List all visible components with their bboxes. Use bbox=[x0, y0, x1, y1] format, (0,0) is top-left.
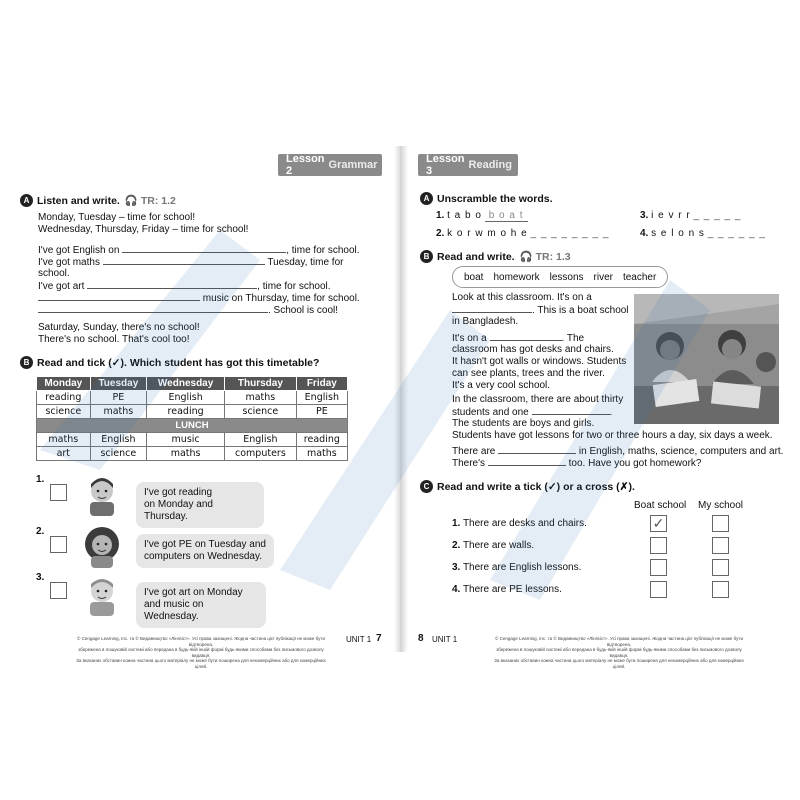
answer-blank[interactable] bbox=[452, 304, 532, 313]
reading-text: in English, maths, science, computers and art. bbox=[578, 446, 784, 457]
headphones-icon: 🎧 bbox=[519, 251, 533, 263]
subject-cell: music bbox=[147, 433, 225, 447]
subject-cell: English bbox=[296, 391, 347, 405]
day-header: Thursday bbox=[225, 377, 297, 391]
day-header: Friday bbox=[296, 377, 347, 391]
row-number: 2. bbox=[452, 540, 461, 551]
scrambled-letters: i e v r r bbox=[651, 210, 691, 221]
section-c-title bbox=[420, 480, 635, 493]
lesson-name: Grammar bbox=[328, 159, 378, 171]
subject-cell: English bbox=[90, 433, 146, 447]
section-b-title bbox=[420, 250, 571, 263]
unit-label: UNIT 1 bbox=[346, 635, 372, 644]
subject-cell: science bbox=[90, 447, 146, 461]
scrambled-letters: s e l o n s bbox=[651, 228, 705, 239]
answer-blank[interactable] bbox=[122, 244, 286, 253]
unscramble-item-1 bbox=[436, 210, 528, 222]
answer-blank[interactable] bbox=[87, 280, 257, 289]
speech-bubble bbox=[136, 582, 266, 628]
section-badge: C bbox=[420, 480, 433, 493]
reading-line: It hasn't got walls or windows. Students bbox=[452, 356, 627, 367]
statement-row bbox=[452, 562, 581, 573]
day-header: Wednesday bbox=[147, 377, 225, 391]
tick-box-student-3[interactable] bbox=[50, 582, 67, 599]
reading-line: in Bangladesh. bbox=[452, 316, 519, 327]
fill-text: Tuesday, time for bbox=[267, 257, 344, 268]
item-number: 3. bbox=[640, 210, 649, 221]
subject-cell: English bbox=[147, 391, 225, 405]
reading-line: students and one . bbox=[452, 407, 613, 418]
unscramble-item-3 bbox=[640, 210, 741, 222]
speech-line: I've got reading bbox=[144, 487, 213, 498]
boy-avatar-icon bbox=[82, 472, 122, 516]
statement-text: There are desks and chairs. bbox=[462, 518, 587, 529]
statement-text: There are PE lessons. bbox=[462, 584, 562, 595]
answer-blanks[interactable]: _ _ _ _ _ _ bbox=[707, 228, 766, 239]
speech-line: computers on Wednesday. bbox=[144, 551, 263, 562]
unit-label: UNIT 1 bbox=[432, 635, 458, 644]
subject-cell: maths bbox=[225, 391, 297, 405]
reading-text: There's bbox=[452, 458, 486, 469]
reading-text: too. Have you got homework? bbox=[568, 458, 702, 469]
lesson-number: Lesson 2 bbox=[286, 153, 325, 177]
section-b-title bbox=[20, 356, 319, 369]
boat-school-check-1[interactable]: ✓ bbox=[650, 515, 667, 532]
word-bank-item: river bbox=[593, 271, 613, 283]
speech-line: and music on Wednesday. bbox=[144, 599, 204, 622]
subject-cell: maths bbox=[296, 447, 347, 461]
lunch-cell: LUNCH bbox=[37, 419, 348, 433]
lesson-tab-right bbox=[418, 154, 518, 176]
my-school-check-1[interactable] bbox=[712, 515, 729, 532]
speech-line: I've got art on Monday bbox=[144, 587, 243, 598]
subject-cell: science bbox=[225, 405, 297, 419]
fill-text: I've got maths bbox=[38, 257, 100, 268]
reading-line bbox=[452, 457, 701, 470]
reading-text: There are bbox=[452, 446, 496, 457]
speech-line: I've got PE on Tuesday and bbox=[144, 539, 266, 550]
fill-line-2 bbox=[38, 256, 343, 269]
subject-cell: reading bbox=[296, 433, 347, 447]
instruction-text: Listen and write. bbox=[37, 194, 120, 207]
subject-cell: PE bbox=[90, 391, 146, 405]
speech-bubble bbox=[136, 534, 274, 568]
headphones-icon: 🎧 bbox=[124, 195, 138, 207]
classroom-photo bbox=[634, 294, 779, 424]
scrambled-letters: k o r w m o h e bbox=[447, 228, 528, 239]
track-label: TR: 1.2 bbox=[140, 195, 176, 207]
table-row bbox=[37, 433, 348, 447]
boy-avatar-icon bbox=[82, 572, 122, 616]
fill-text: . School is cool! bbox=[268, 305, 339, 316]
my-school-check-2[interactable] bbox=[712, 537, 729, 554]
song-line-2: Wednesday, Thursday, Friday – time for school! bbox=[38, 224, 249, 235]
lesson-name: Reading bbox=[468, 159, 512, 171]
copyright-note bbox=[494, 636, 744, 669]
tick-box-student-2[interactable] bbox=[50, 536, 67, 553]
fill-text: I've got art bbox=[38, 281, 85, 292]
section-badge: A bbox=[420, 192, 433, 205]
statement-row bbox=[452, 584, 562, 595]
statement-text: There are English lessons. bbox=[462, 562, 582, 573]
timetable bbox=[36, 376, 348, 461]
section-a-title bbox=[420, 192, 553, 205]
instruction-text: Unscramble the words. bbox=[437, 192, 553, 205]
reading-text: . The bbox=[561, 333, 585, 344]
audio-track bbox=[125, 194, 176, 207]
subject-cell: maths bbox=[147, 447, 225, 461]
tick-box-student-1[interactable] bbox=[50, 484, 67, 501]
word-bank-item: lessons bbox=[549, 271, 584, 283]
student-number: 2. bbox=[36, 526, 45, 537]
book-gutter bbox=[394, 146, 408, 652]
page-number: 8 bbox=[418, 633, 424, 644]
item-number: 4. bbox=[640, 228, 649, 239]
reading-line: It's a very cool school. bbox=[452, 380, 551, 391]
song-line-1: Monday, Tuesday – time for school! bbox=[38, 212, 196, 223]
boat-school-check-4[interactable] bbox=[650, 581, 667, 598]
answer-blank[interactable] bbox=[532, 406, 610, 415]
subject-cell: English bbox=[225, 433, 297, 447]
word-bank-item: boat bbox=[464, 271, 484, 283]
copyright-line: збережена в пошуковій системі або передана в будь-якій іншій формі будь-якими способами без письмового дозволу видавця. bbox=[496, 647, 742, 658]
reading-line: classroom has got desks and chairs. bbox=[452, 344, 614, 355]
reading-line: Students have got lessons for two or three hours a day, six days a week. bbox=[452, 430, 773, 441]
instruction-text: Read and tick (✓). Which student has got this timetable? bbox=[37, 356, 320, 369]
reading-line: The students are boys and girls. bbox=[452, 418, 595, 429]
subject-cell: PE bbox=[296, 405, 347, 419]
my-school-check-4[interactable] bbox=[712, 581, 729, 598]
answer-blanks[interactable]: _ _ _ _ _ bbox=[693, 210, 742, 221]
fill-text: I've got English on bbox=[38, 245, 120, 256]
unscramble-item-4 bbox=[640, 228, 766, 240]
subject-cell: reading bbox=[147, 405, 225, 419]
audio-track bbox=[520, 250, 571, 263]
day-header: Tuesday bbox=[90, 377, 146, 391]
word-bank-item: homework bbox=[493, 271, 540, 283]
answer-text[interactable]: b o a t bbox=[485, 210, 528, 222]
copyright-line: За вказаних обставин кожна частина цього матеріалу не може бути поширена для некомерційних або для комерційних цілей. bbox=[76, 658, 326, 669]
item-number: 2. bbox=[436, 228, 445, 239]
fill-line-5 bbox=[38, 304, 338, 317]
section-badge: B bbox=[420, 250, 433, 263]
table-row bbox=[37, 405, 348, 419]
page-number: 7 bbox=[376, 633, 382, 644]
copyright-line: За вказаних обставин кожна частина цього матеріалу не може бути поширена для некомерційних або для комерційних цілей. bbox=[494, 658, 744, 669]
lesson-number: Lesson 3 bbox=[426, 153, 465, 177]
lesson-tab-left bbox=[278, 154, 382, 176]
fill-text: , time for school. bbox=[286, 245, 360, 256]
answer-blank[interactable] bbox=[498, 445, 576, 454]
table-row bbox=[37, 447, 348, 461]
reading-text: Look at this classroom. It's on a bbox=[452, 292, 592, 303]
right-page bbox=[408, 146, 784, 669]
reading-line: In the classroom, there are about thirty bbox=[452, 394, 624, 405]
answer-blanks[interactable]: _ _ _ _ _ _ _ _ bbox=[530, 228, 610, 239]
column-header-my-school: My school bbox=[698, 500, 744, 511]
subject-cell: maths bbox=[37, 433, 91, 447]
timetable-header-row bbox=[37, 377, 348, 391]
student-number: 3. bbox=[36, 572, 45, 583]
subject-cell: computers bbox=[225, 447, 297, 461]
day-header: Monday bbox=[37, 377, 91, 391]
speech-line: on Monday and Thursday. bbox=[144, 499, 213, 522]
statement-row bbox=[452, 540, 534, 551]
section-badge: B bbox=[20, 356, 33, 369]
boat-school-check-3[interactable] bbox=[650, 559, 667, 576]
boat-school-check-2[interactable] bbox=[650, 537, 667, 554]
word-bank-item: teacher bbox=[622, 271, 657, 283]
subject-cell: art bbox=[37, 447, 91, 461]
closing-line-2: There's no school. That's cool too! bbox=[38, 334, 190, 345]
track-label: TR: 1.3 bbox=[535, 251, 571, 263]
column-header-boat-school: Boat school bbox=[634, 500, 687, 511]
subject-cell: reading bbox=[37, 391, 91, 405]
section-badge: A bbox=[20, 194, 33, 207]
copyright-line: © Cengage Learning, Inc. та © Видавництво «Лінгвіст». Усі права захищені. Жодна частина цієї публікації не може бути відтворена, bbox=[77, 636, 325, 647]
lunch-row bbox=[37, 419, 348, 433]
reading-text: It's on a bbox=[452, 333, 487, 344]
copyright-line: © Cengage Learning, Inc. та © Видавництво «Лінгвіст». Усі права захищені. Жодна частина цієї публікації не може бути відтворена, bbox=[495, 636, 743, 647]
unscramble-item-2 bbox=[436, 228, 609, 240]
scrambled-letters: t a b o bbox=[447, 210, 482, 221]
textbook-spread bbox=[16, 146, 784, 669]
word-bank bbox=[452, 266, 668, 288]
section-a-title bbox=[20, 194, 176, 207]
reading-text: students and one bbox=[452, 407, 529, 418]
answer-blank[interactable] bbox=[38, 304, 268, 313]
subject-cell: maths bbox=[90, 405, 146, 419]
answer-blank[interactable] bbox=[490, 332, 562, 341]
statement-row bbox=[452, 518, 587, 529]
row-number: 1. bbox=[452, 518, 461, 529]
table-row bbox=[37, 391, 348, 405]
copyright-line: збережена в пошуковій системі або передана в будь-якій іншій формі будь-якими способами без письмового дозволу видавця. bbox=[78, 647, 324, 658]
statement-text: There are walls. bbox=[462, 540, 535, 551]
answer-blank[interactable] bbox=[103, 256, 265, 265]
fill-text: music on Thursday, time for school. bbox=[202, 293, 360, 304]
speech-bubble bbox=[136, 482, 264, 528]
reading-line bbox=[452, 292, 592, 304]
student-number: 1. bbox=[36, 474, 45, 485]
row-number: 3. bbox=[452, 562, 461, 573]
row-number: 4. bbox=[452, 584, 461, 595]
fill-line-2-cont: school. bbox=[38, 268, 70, 279]
item-number: 1. bbox=[436, 210, 445, 221]
subject-cell: science bbox=[37, 405, 91, 419]
reading-line: can see plants, trees and the river. bbox=[452, 368, 605, 379]
left-page bbox=[16, 146, 394, 669]
fill-text: , time for school. bbox=[257, 281, 331, 292]
instruction-text: Read and write a tick (✓) or a cross (✗). bbox=[437, 480, 635, 493]
copyright-note bbox=[76, 636, 326, 669]
closing-line-1: Saturday, Sunday, there's no school! bbox=[38, 322, 200, 333]
answer-blank[interactable] bbox=[38, 292, 200, 301]
girl-avatar-icon bbox=[82, 524, 122, 568]
answer-blank[interactable] bbox=[488, 457, 566, 466]
instruction-text: Read and write. bbox=[437, 250, 515, 263]
my-school-check-3[interactable] bbox=[712, 559, 729, 576]
reading-text: . This is a boat school bbox=[532, 305, 629, 316]
